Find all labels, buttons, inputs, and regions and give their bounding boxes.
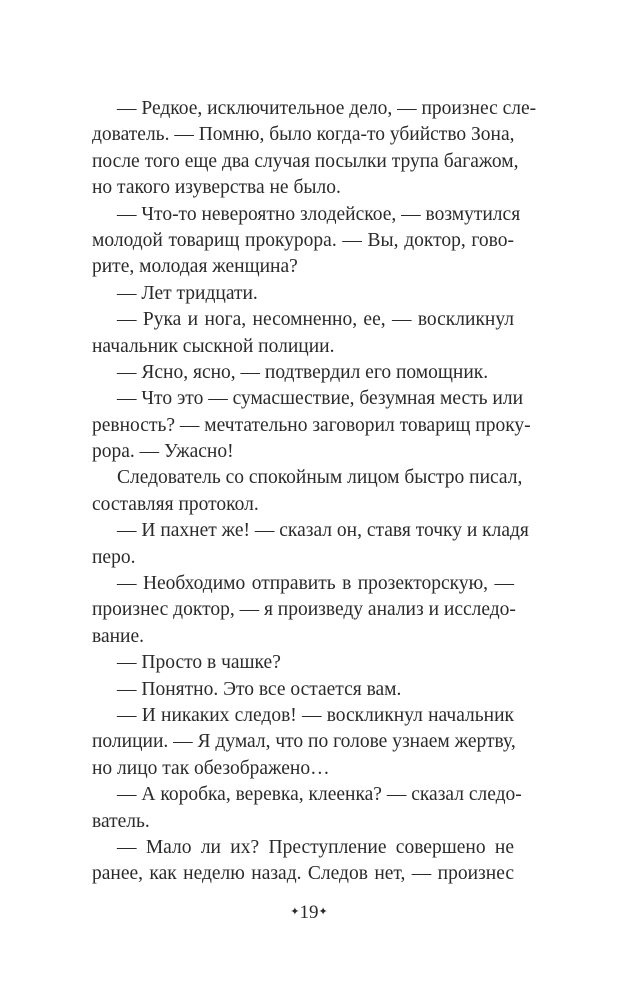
text-line: — Что это — сумасшествие, безумная месть или	[117, 388, 524, 410]
text-line: молодой товарищ прокурора. — Вы, доктор, гово-	[92, 229, 514, 251]
text-line: — И пахнет же! — сказал он, ставя точку и кладя	[117, 520, 529, 542]
text-line: произнес доктор, — я произведу анализ и исследо-	[92, 599, 516, 621]
page-number: 19	[299, 902, 319, 923]
text-line: — Необходимо отправить в прозекторскую, —	[117, 573, 514, 595]
text-line: — А коробка, веревка, клеенка? — сказал следо-	[117, 784, 522, 806]
text-line: Следователь со спокойным лицом быстро писал,	[117, 467, 523, 489]
text-line: рите, молодая женщина?	[92, 256, 298, 278]
text-line: — И никаких следов! — воскликнул начальник	[117, 704, 514, 726]
text-line: — Что-то невероятно злодейское, — возмутился	[117, 203, 521, 225]
text-line: после того еще два случая посылки трупа багажом,	[92, 150, 519, 172]
text-line: полиции. — Я думал, что по голове узнаем жертву,	[92, 731, 516, 753]
text-line: начальник сыскной полиции.	[92, 335, 335, 357]
text-line: вание.	[92, 625, 145, 647]
text-line: — Лет тридцати.	[117, 282, 258, 304]
text-line: ватель.	[92, 810, 150, 832]
page-number-footer	[0, 900, 618, 925]
text-line: — Редкое, исключительное дело, — произнес сле-	[117, 98, 537, 119]
text-line: дователь. — Помню, было когда-то убийство Зона,	[92, 124, 515, 146]
text-line: но такого изуверства не было.	[92, 177, 341, 199]
text-line: составляя протокол.	[92, 493, 259, 515]
text-line: — Ясно, ясно, — подтвердил его помощник.	[117, 361, 489, 383]
text-line: перо.	[92, 546, 136, 568]
page-text	[92, 96, 537, 888]
ornament-left-icon: ✦	[290, 906, 300, 918]
text-line: — Понятно. Это все остается вам.	[117, 678, 402, 700]
text-line: но лицо так обезображено…	[92, 757, 330, 779]
ornament-right-icon: ✦	[318, 906, 328, 918]
text-line: — Просто в чашке?	[117, 652, 281, 674]
text-line: — Мало ли их? Преступление совершено не	[117, 836, 514, 858]
text-line: ранее, как неделю назад. Следов нет, — произнес	[92, 863, 514, 885]
text-line: — Рука и нога, несомненно, ее, — воскликнул	[117, 309, 514, 331]
text-line: ревность? — мечтательно заговорил товарищ проку-	[92, 414, 531, 436]
text-line: рора. — Ужасно!	[92, 441, 234, 463]
